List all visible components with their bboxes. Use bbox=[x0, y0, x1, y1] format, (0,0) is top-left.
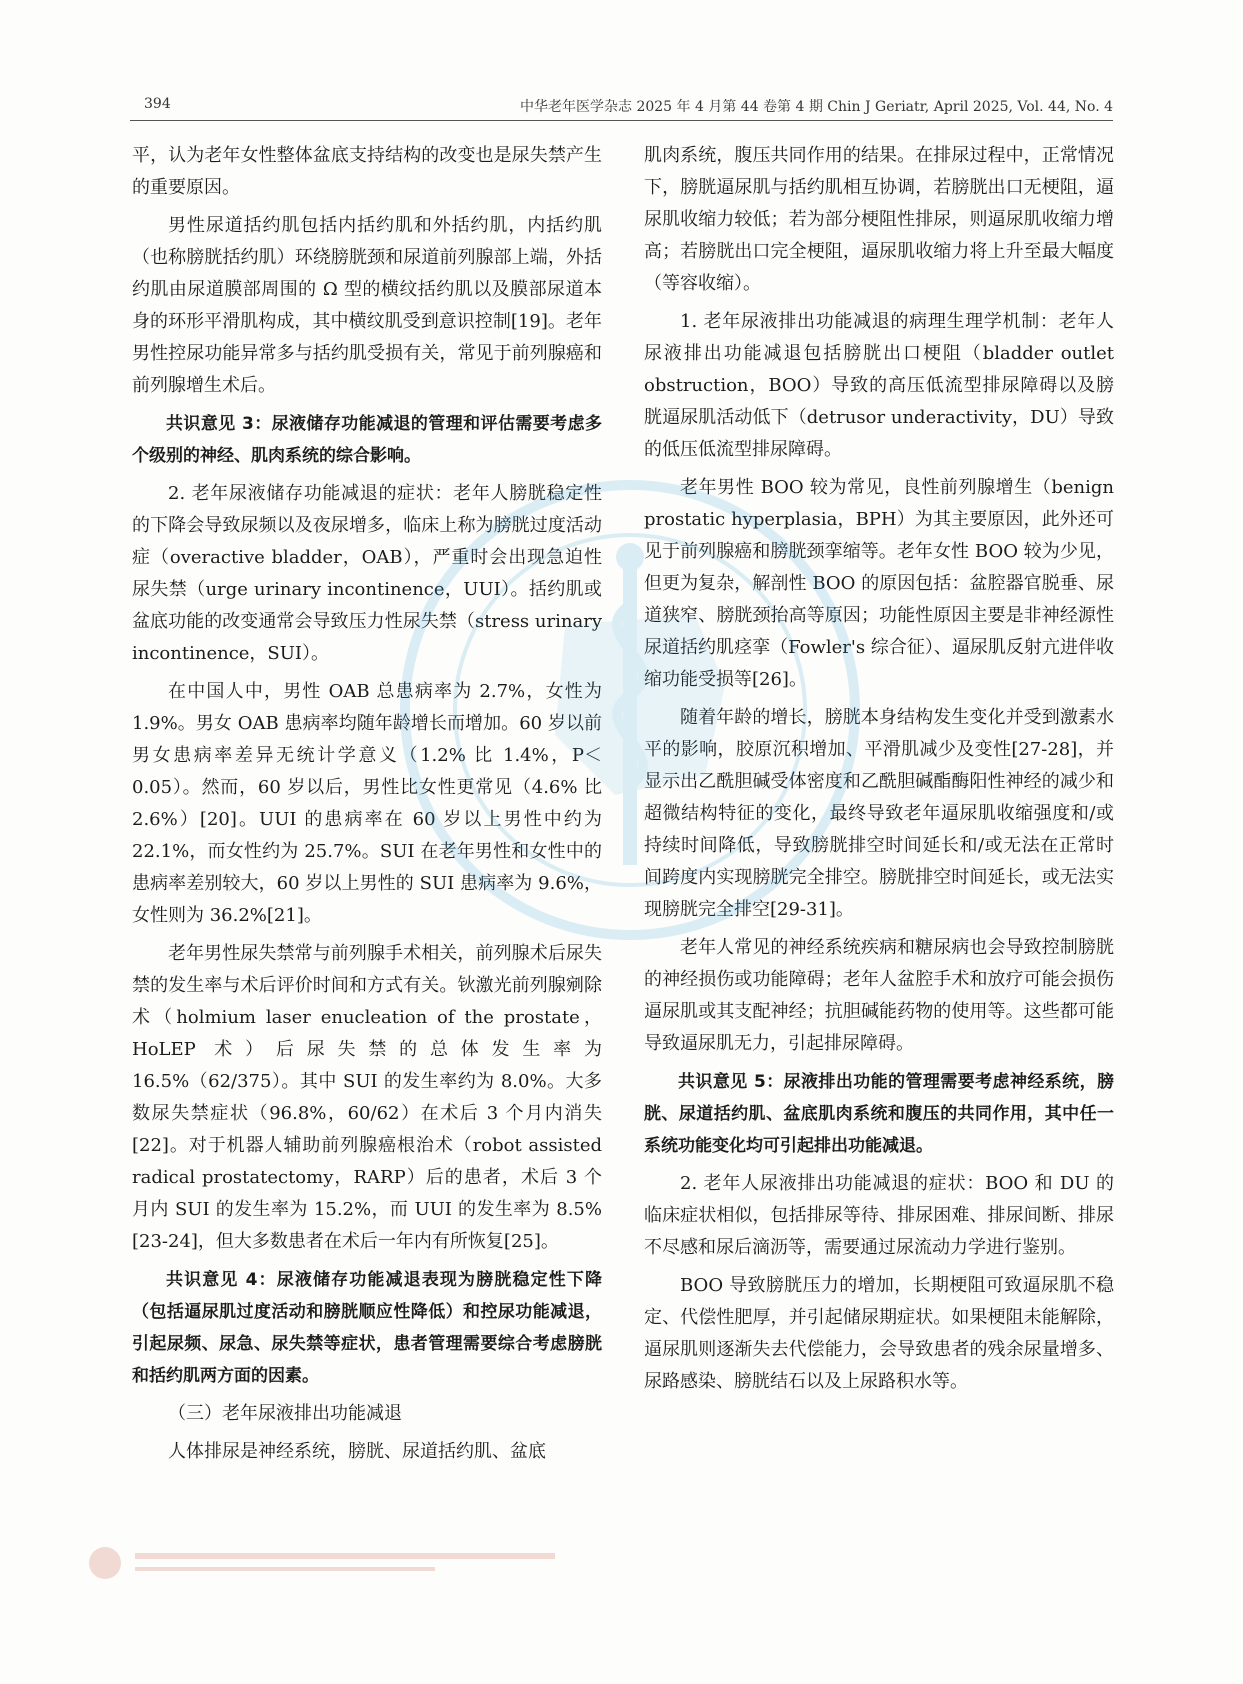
paragraph: 老年人常见的神经系统疾病和糖尿病也会导致控制膀胱的神经损伤或功能障碍；老年人盆腔手术和放疗可能会损伤逼尿肌或其支配神经；抗胆碱能药物的使用等。这些都可能导致逼尿肌无力，引起排尿障碍。 bbox=[644, 937, 1114, 1054]
consensus-statement: 共识意见 5：尿液排出功能的管理需要考虑神经系统，膀胱、尿道括约肌、盆底肌肉系统和腹压的共同作用，其中任一系统功能变化均可引起排出功能减退。 bbox=[644, 1072, 1114, 1156]
header-rule bbox=[130, 120, 1113, 121]
paragraph: 2. 老年人尿液排出功能减退的症状：BOO 和 DU 的临床症状相似，包括排尿等待、排尿困难、排尿间断、排尿不尽感和尿后滴沥等，需要通过尿流动力学进行鉴别。 bbox=[644, 1173, 1114, 1258]
left-column bbox=[132, 140, 602, 1474]
right-column bbox=[644, 140, 1114, 1404]
paragraph: 1. 老年尿液排出功能减退的病理生理学机制：老年人尿液排出功能减退包括膀胱出口梗阻（bladder outlet obstruction，BOO）导致的高压低流型排尿障碍以及膀胱逼尿肌活动低下（detrusor underactivity，DU）导致的低压低流型排尿障碍。 bbox=[644, 311, 1114, 460]
consensus-statement: 共识意见 4：尿液储存功能减退表现为膀胱稳定性下降（包括逼尿肌过度活动和膀胱顺应性降低）和控尿功能减退，引起尿频、尿急、尿失禁等症状，患者管理需要综合考虑膀胱和括约肌两方面的因素。 bbox=[132, 1270, 602, 1386]
paragraph: 2. 老年尿液储存功能减退的症状：老年人膀胱稳定性的下降会导致尿频以及夜尿增多，临床上称为膀胱过度活动症（overactive bladder，OAB），严重时会出现急迫性尿失禁（urge urinary incontinence，UUI）。括约肌或盆底功能的改变通常会导致压力性尿失禁（stress urinary incontinence，SUI）。 bbox=[132, 483, 602, 664]
paragraph: 平，认为老年女性整体盆底支持结构的改变也是尿失禁产生的重要原因。 bbox=[132, 145, 602, 198]
paragraph: 男性尿道括约肌包括内括约肌和外括约肌，内括约肌（也称膀胱括约肌）环绕膀胱颈和尿道前列腺部上端，外括约肌由尿道膜部周围的 Ω 型的横纹括约肌以及膜部尿道本身的环形平滑肌构成，其中横纹肌受到意识控制[19]。老年男性控尿功能异常多与括约肌受损有关，常见于前列腺癌和前列腺增生术后。 bbox=[132, 215, 602, 396]
paragraph: BOO 导致膀胱压力的增加，长期梗阻可致逼尿肌不稳定、代偿性肥厚，并引起储尿期症状。如果梗阻未能解除，逼尿肌则逐渐失去代偿能力，会导致患者的残余尿量增多、尿路感染、膀胱结石以及上尿路积水等。 bbox=[644, 1275, 1114, 1392]
publisher-logo-icon bbox=[85, 1545, 565, 1581]
paragraph: 在中国人中，男性 OAB 总患病率为 2.7%，女性为 1.9%。男女 OAB 患病率均随年龄增长而增加。60 岁以前男女患病率差异无统计学意义（1.2% 比 1.4%，P＜0.05）。然而，60 岁以后，男性比女性更常见（4.6% 比 2.6%）[20]。UUI 的患病率在 60 岁以上男性中约为 22.1%，而女性约为 25.7%。SUI 在老年男性和女性中的患病率差别较大，60 岁以上男性的 SUI 患病率为 9.6%，女性则为 36.2%[21]。 bbox=[132, 681, 602, 926]
paragraph: 随着年龄的增长，膀胱本身结构发生变化并受到激素水平的影响，胶原沉积增加、平滑肌减少及变性[27-28]，并显示出乙酰胆碱受体密度和乙酰胆碱酯酶阳性神经的减少和超微结构特征的变化，最终导致老年逼尿肌收缩强度和/或持续时间降低，导致膀胱排空时间延长和/或无法在正常时间跨度内实现膀胱完全排空。膀胱排空时间延长，或无法实现膀胱完全排空[29-31]。 bbox=[644, 707, 1114, 920]
paragraph: 肌肉系统，腹压共同作用的结果。在排尿过程中，正常情况下，膀胱逼尿肌与括约肌相互协调，若膀胱出口无梗阻，逼尿肌收缩力较低；若为部分梗阻性排尿，则逼尿肌收缩力增高；若膀胱出口完全梗阻，逼尿肌收缩力将上升至最大幅度（等容收缩）。 bbox=[644, 145, 1114, 294]
page-header bbox=[130, 92, 1113, 116]
consensus-statement: 共识意见 3：尿液储存功能减退的管理和评估需要考虑多个级别的神经、肌肉系统的综合影响。 bbox=[132, 414, 602, 466]
section-heading: （三）老年尿液排出功能减退 bbox=[168, 1403, 402, 1424]
paragraph: 老年男性 BOO 较为常见，良性前列腺增生（benign prostatic hyperplasia，BPH）为其主要原因，此外还可见于前列腺癌和膀胱颈挛缩等。老年女性 BOO 较为少见，但更为复杂，解剖性 BOO 的原因包括：盆腔器官脱垂、尿道狭窄、膀胱颈抬高等原因；功能性原因主要是非神经源性尿道括约肌痉挛（Fowler's 综合征）、逼尿肌反射亢进伴收缩功能受损等[26]。 bbox=[644, 477, 1114, 690]
page-number: 394 bbox=[144, 96, 171, 112]
journal-citation: 中华老年医学杂志 2025 年 4 月第 44 卷第 4 期 Chin J Geriatr, April 2025, Vol. 44, No. 4 bbox=[520, 99, 1113, 115]
paragraph: 老年男性尿失禁常与前列腺手术相关，前列腺术后尿失禁的发生率与术后评价时间和方式有关。钬激光前列腺剜除术（holmium laser enucleation of the prostate，HoLEP 术）后尿失禁的总体发生率为 16.5%（62/375）。其中 SUI 的发生率约为 8.0%。大多数尿失禁症状（96.8%，60/62）在术后 3 个月内消失[22]。对于机器人辅助前列腺癌根治术（robot assisted radical prostatectomy，RARP）后的患者，术后 3 个月内 SUI 的发生率为 15.2%，而 UUI 的发生率为 8.5%[23-24]，但大多数患者在术后一年内有所恢复[25]。 bbox=[132, 943, 602, 1252]
paragraph: 人体排尿是神经系统，膀胱、尿道括约肌、盆底 bbox=[168, 1441, 546, 1462]
